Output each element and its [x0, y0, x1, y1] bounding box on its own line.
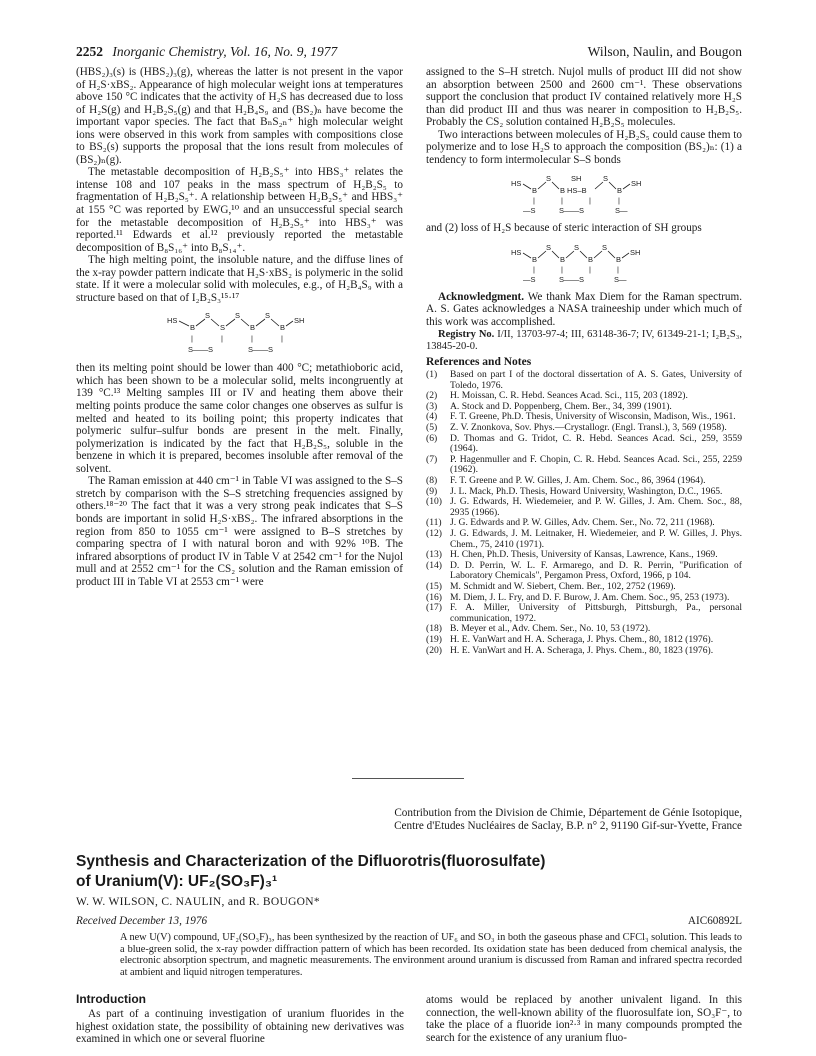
ss-bond-structure	[509, 172, 659, 216]
reference-text: D. D. Perrin, W. L. F. Armarego, and D. R. Perrin, "Purification of Laboratory Chemicals", Pergamon Press, Oxford, 1966, p 104.	[450, 559, 742, 582]
structure-label: |	[561, 196, 563, 206]
reference-text: H. E. VanWart and H. A. Scheraga, J. Phys. Chem., 80, 1823 (1976).	[450, 644, 714, 656]
running-header	[76, 44, 742, 62]
structure-label: B	[617, 186, 623, 196]
bond	[523, 184, 531, 189]
structure-label: S——S	[559, 274, 585, 284]
abstract: A new U(V) compound, UF₂(SO₃F)₃, has been synthesized by the reaction of UF₆ and SO₃ in both the gaseous phase and CFCl₃ solution. This leads to a blue-green solid, the x-ray powder diffraction pattern of which has been recorded. Its oxidation state has been deduced from chemical analysis, the electronic absorption spectrum, and magnetic measurements. The environment around uranium is discussed from Raman and infrared spectra recorded at ambient and liquid nitrogen temperatures.	[120, 932, 742, 979]
reference-number: (7)	[426, 453, 438, 465]
registry-heading: Registry No.	[438, 328, 495, 340]
reference-number: (8)	[426, 475, 438, 487]
structure-label: B	[560, 254, 566, 264]
structure-label: —S	[523, 206, 536, 216]
bond	[622, 253, 629, 258]
reference-item	[426, 529, 742, 550]
reference-text: J. G. Edwards, J. M. Leitnaker, H. Wiedemeier, and P. W. Gilles, J. Phys. Chem., 75, 2410 (1971).	[450, 528, 742, 550]
structure-label: |	[533, 196, 535, 206]
reference-text: M. Diem, J. L. Fry, and D. F. Burow, J. Am. Chem. Soc., 95, 253 (1973).	[450, 591, 730, 603]
structure-label: —S	[523, 274, 536, 284]
steric-loss-structure	[509, 241, 659, 285]
reference-number: (9)	[426, 485, 438, 497]
journal-citation: Inorganic Chemistry, Vol. 16, No. 9, 1977	[112, 44, 338, 59]
structure-label: |	[561, 264, 563, 274]
reference-number: (19)	[426, 633, 442, 645]
bond	[211, 319, 219, 326]
bond	[523, 253, 531, 258]
reference-text: J. G. Edwards, H. Wiedemeier, and P. W. Gilles, J. Am. Chem. Soc., 88, 2935 (1966).	[450, 496, 742, 518]
structure-label: HS–B	[567, 186, 587, 196]
bond	[196, 319, 205, 326]
bond	[580, 251, 587, 258]
structure-label: S——S	[187, 345, 213, 355]
registry-numbers	[426, 329, 742, 353]
structure-label: S	[546, 242, 552, 252]
reference-text: H. Chen, Ph.D. Thesis, University of Kansas, Lawrence, Kans., 1969.	[450, 549, 718, 561]
structure-label: S	[603, 174, 609, 184]
running-authors: Wilson, Naulin, and Bougon	[587, 44, 742, 59]
bond	[538, 251, 546, 258]
bond	[552, 182, 559, 189]
article-byline: W. W. WILSON, C. NAULIN, and R. BOUGON*	[76, 896, 320, 908]
reference-number: (13)	[426, 549, 442, 561]
contribution-line: Contribution from the Division de Chimie, Département de Génie Isotopique,	[394, 807, 742, 819]
reference-text: M. Schmidt and W. Siebert, Chem. Ber., 102, 2752 (1969).	[450, 580, 676, 592]
paragraph: The high melting point, the insoluble nature, and the diffuse lines of the x-ray powder pattern indicate that H₂S·xBS₂ is polymeric in the solid state. If it were a molecular solid with molecules, e.g., of H₂B₄S₉ with a structure based on that of I₂B₂S₃¹⁵·¹⁷	[76, 254, 403, 304]
manuscript-code: AIC60892L	[687, 915, 742, 927]
reference-text: A. Stock and D. Poppenberg, Chem. Ber., 34, 399 (1901).	[450, 400, 672, 412]
structure-label: SH	[630, 247, 641, 257]
structure-label: SH	[631, 179, 642, 189]
reference-text: B. Meyer et al., Adv. Chem. Ser., No. 10, 53 (1972).	[450, 623, 651, 635]
article-title	[76, 852, 742, 891]
bond	[608, 251, 615, 258]
section-divider	[352, 778, 464, 779]
structure-label: HS	[166, 316, 177, 326]
paragraph: assigned to the S–H stretch. Nujol mulls of product III did not show an absorption between 2500 and 2600 cm⁻¹. These observations support the conclusion that product IV contained relatively more H₂S than did product III and thus was nearer in composition to H₂B₂S₅. Probably the CS₂ solution contained H₂B₂S₅ molecules.	[426, 66, 742, 129]
structure-label: |	[280, 334, 283, 344]
reference-number: (5)	[426, 422, 438, 434]
structure-label: |	[589, 264, 591, 274]
reference-text: F. A. Miller, University of Pittsburgh, Pittsburgh, Pa., personal communication, 1972.	[450, 602, 742, 624]
structure-label: S	[546, 174, 552, 184]
reference-number: (4)	[426, 411, 438, 423]
structure-label: |	[618, 196, 620, 206]
structure-label: |	[220, 334, 223, 344]
bond	[286, 321, 293, 326]
bond	[179, 321, 189, 326]
reference-text: P. Hagenmuller and F. Chopin, C. R. Hebd. Seances Acad. Sci., 255, 2259 (1962).	[450, 453, 742, 476]
reference-item	[426, 455, 742, 476]
structure-label: B	[560, 186, 566, 196]
bond	[623, 184, 630, 189]
received-date: Received December 13, 1976	[76, 915, 208, 927]
bond	[609, 182, 616, 189]
reference-number: (20)	[426, 644, 442, 656]
reference-number: (16)	[426, 591, 442, 603]
contribution-line: Centre d'Etudes Nucléaires de Saclay, B.P. n° 2, 91190 Gif-sur-Yvette, France	[394, 820, 742, 832]
right-column	[426, 66, 742, 656]
structure-label: S—	[615, 206, 628, 216]
structure-label: |	[617, 264, 619, 274]
reference-number: (18)	[426, 623, 442, 635]
bond	[226, 319, 235, 326]
structure-label: |	[250, 334, 253, 344]
bond	[595, 182, 603, 189]
paragraph: The metastable decomposition of H₂B₂S₅⁺ into HBS₃⁺ relates the intense 108 and 107 peaks in the mass spectrum of H₂B₂S₅ to fragmentation of H₂B₂S₅⁺. A relationship between H₂B₂S₅⁺ and HBS₃⁺ at 155 °C was reported by EWG,¹⁰ and an unsuccessful special search for the metastable decomposition of H₂B₂S₅⁺ into HBS₃⁺ was reported.¹¹ Edwards et al.¹² previously reported the metastable decomposition of B₈S₁₆⁺ into B₈S₁₄⁺.	[76, 166, 403, 254]
structure-label: B	[249, 323, 255, 333]
structure-label: S	[602, 242, 608, 252]
structure-label: |	[190, 334, 193, 344]
reference-number: (15)	[426, 580, 442, 592]
bond	[594, 251, 602, 258]
acknowledgment-heading: Acknowledgment.	[438, 290, 525, 303]
reference-text: Z. V. Znonkova, Sov. Phys.—Crystallogr. (Engl. Transl.), 3, 569 (1958).	[450, 422, 727, 434]
reference-number: (14)	[426, 559, 442, 571]
page-number: 2252	[76, 44, 103, 59]
left-column	[76, 66, 403, 588]
article-title-line: of Uranium(V): UF₂(SO₃F)₃¹	[76, 872, 278, 890]
structure-label: SH	[571, 174, 582, 184]
reference-text: F. T. Greene, Ph.D. Thesis, University of Wisconsin, Madison, Wis., 1961.	[450, 411, 736, 423]
registry-body: I/II, 13703-97-4; III, 63148-36-7; IV, 61349-21-1; I₂B₂S₃, 13845-20-0.	[426, 328, 742, 352]
introduction-heading: Introduction	[76, 992, 146, 1006]
structure-label: S	[234, 311, 240, 321]
references-list	[426, 370, 742, 656]
paragraph: (HBS₂)₃(s) is (HBS₂)₃(g), whereas the latter is not present in the vapor of H₂S·xBS₂. Appearance of high molecular weight ions at temperatures above 150 °C indicates that the activity of H₂S has decreased due to loss of H₂S(g) and H₂B₂S₅(g) and that H₂B₄S₉ and (BS₂)ₙ have become the important vapor species. The fact that BₙS₂ₙ⁺ high molecular weight ions were observed in this work from samples with compositions close to BS₂(s) supports the proposal that the ions result from molecules of (BS₂)ₙ(g).	[76, 66, 403, 166]
reference-number: (6)	[426, 432, 438, 444]
h2b4s9-structure	[165, 310, 315, 356]
reference-text: Based on part I of the doctoral dissertation of A. S. Gates, University of Toledo, 1976.	[450, 369, 742, 391]
reference-text: H. E. VanWart and H. A. Scheraga, J. Phys. Chem., 80, 1812 (1976).	[450, 633, 714, 645]
bond	[271, 319, 279, 326]
structure-label: B	[616, 254, 622, 264]
structure-label: S——S	[559, 206, 585, 216]
reference-item	[426, 646, 742, 657]
structure-label: B	[532, 186, 538, 196]
reference-text: H. Moissan, C. R. Hebd. Seances Acad. Sci., 115, 203 (1892).	[450, 390, 688, 402]
reference-item	[426, 370, 742, 391]
reference-item	[426, 603, 742, 624]
structure-label: HS	[511, 247, 522, 257]
bond	[566, 251, 574, 258]
structure-label: B	[588, 254, 594, 264]
structure-label: |	[533, 264, 535, 274]
reference-text: J. G. Edwards and P. W. Gilles, Adv. Chem. Ser., No. 72, 211 (1968).	[450, 517, 715, 529]
structure-label: B	[189, 323, 195, 333]
paragraph: and (2) loss of H₂S because of steric interaction of SH groups	[426, 222, 702, 235]
structure-label: B	[532, 254, 538, 264]
structure-label: S——S	[247, 345, 273, 355]
reference-number: (1)	[426, 369, 438, 381]
article-title-line: Synthesis and Characterization of the Difluorotris(fluorosulfate)	[76, 853, 546, 870]
reference-number: (11)	[426, 517, 442, 529]
structure-label: S	[574, 242, 580, 252]
bond	[256, 319, 265, 326]
structure-label: B	[279, 323, 285, 333]
structure-label: S	[264, 311, 270, 321]
reference-number: (12)	[426, 528, 442, 540]
paragraph: Two interactions between molecules of H₂B₂S₅ could cause them to polymerize and to lose H₂S to approach the composition (BS₂)ₙ: (1) a tendency to form intermolecular S–S bonds	[426, 128, 742, 166]
reference-number: (10)	[426, 496, 442, 508]
reference-number: (3)	[426, 400, 438, 412]
paragraph: then its melting point should be lower than 400 °C; metathioboric acid, which has been shown to be a molecular solid, melts incongruently at 139 °C.¹³ Melting samples III or IV and heating them above their melting points produce the same color changes one observes as sulfur is melted and heated to its boiling point; this property indicates that polymeric sulfur–sulfur bonds are present in the melt. Finally, polymerization is indicated by the fact that H₂B₂S₅, soluble in the benzene in which it is prepared, becomes insoluble after removal of the solvent.	[76, 362, 403, 475]
reference-item	[426, 561, 742, 582]
bond	[241, 319, 249, 326]
structure-label: HS	[511, 179, 522, 189]
received-line	[76, 915, 742, 927]
structure-label: |	[589, 196, 591, 206]
reference-item	[426, 434, 742, 455]
reference-text: J. L. Mack, Ph.D. Thesis, Howard University, Washington, D.C., 1965.	[450, 485, 723, 497]
references-heading: References and Notes	[426, 355, 532, 368]
acknowledgment-body: We thank Max Diem for the Raman spectrum. A. S. Gates acknowledges a NASA traineeship under which much of this work was accomplished.	[426, 290, 742, 329]
structure-label: S	[204, 311, 210, 321]
reference-text: F. T. Greene and P. W. Gilles, J. Am. Chem. Soc., 86, 3964 (1964).	[450, 475, 706, 487]
structure-label: S—	[614, 274, 627, 284]
introduction-right: atoms would be replaced by another univalent ligand. In this connection, the well-known ability of the fluorosulfate ion, SO₃F⁻, to take the place of a fluoride ion²·³ in many compounds prompted the search for the existence of any uranium fluo-	[426, 994, 742, 1044]
structure-label: S	[219, 323, 225, 333]
acknowledgment	[426, 291, 742, 329]
structure-label: SH	[293, 316, 304, 326]
paragraph: The Raman emission at 440 cm⁻¹ in Table VI was assigned to the S–S stretch by comparison with the S–S stretching frequencies assigned by others.¹⁸⁻²⁰ The fact that it was a very strong peak indicates that S–S bonds are important in solid H₂S·xBS₂. The infrared absorptions in the region from 850 to 1055 cm⁻¹ were assigned to B–S stretches by comparing spectra of I with natural boron and with 92% ¹⁰B. The infrared absorptions of product IV in Table V at 2542 cm⁻¹ for the Nujol mull and at 2552 cm⁻¹ for the CS₂ solution and the Raman emission of product III in Table VI at 2553 cm⁻¹ were	[76, 475, 403, 588]
reference-item	[426, 497, 742, 518]
bond	[538, 182, 546, 189]
reference-text: D. Thomas and G. Tridot, C. R. Hebd. Seances Acad. Sci., 259, 3559 (1964).	[450, 432, 742, 455]
contribution-note	[300, 807, 742, 833]
reference-number: (2)	[426, 390, 438, 402]
introduction-left: As part of a continuing investigation of uranium fluorides in the highest oxidation state, the possibility of obtaining new derivatives was examined in which one or several fluorine	[76, 1008, 404, 1046]
reference-number: (17)	[426, 602, 442, 614]
bond	[552, 251, 559, 258]
